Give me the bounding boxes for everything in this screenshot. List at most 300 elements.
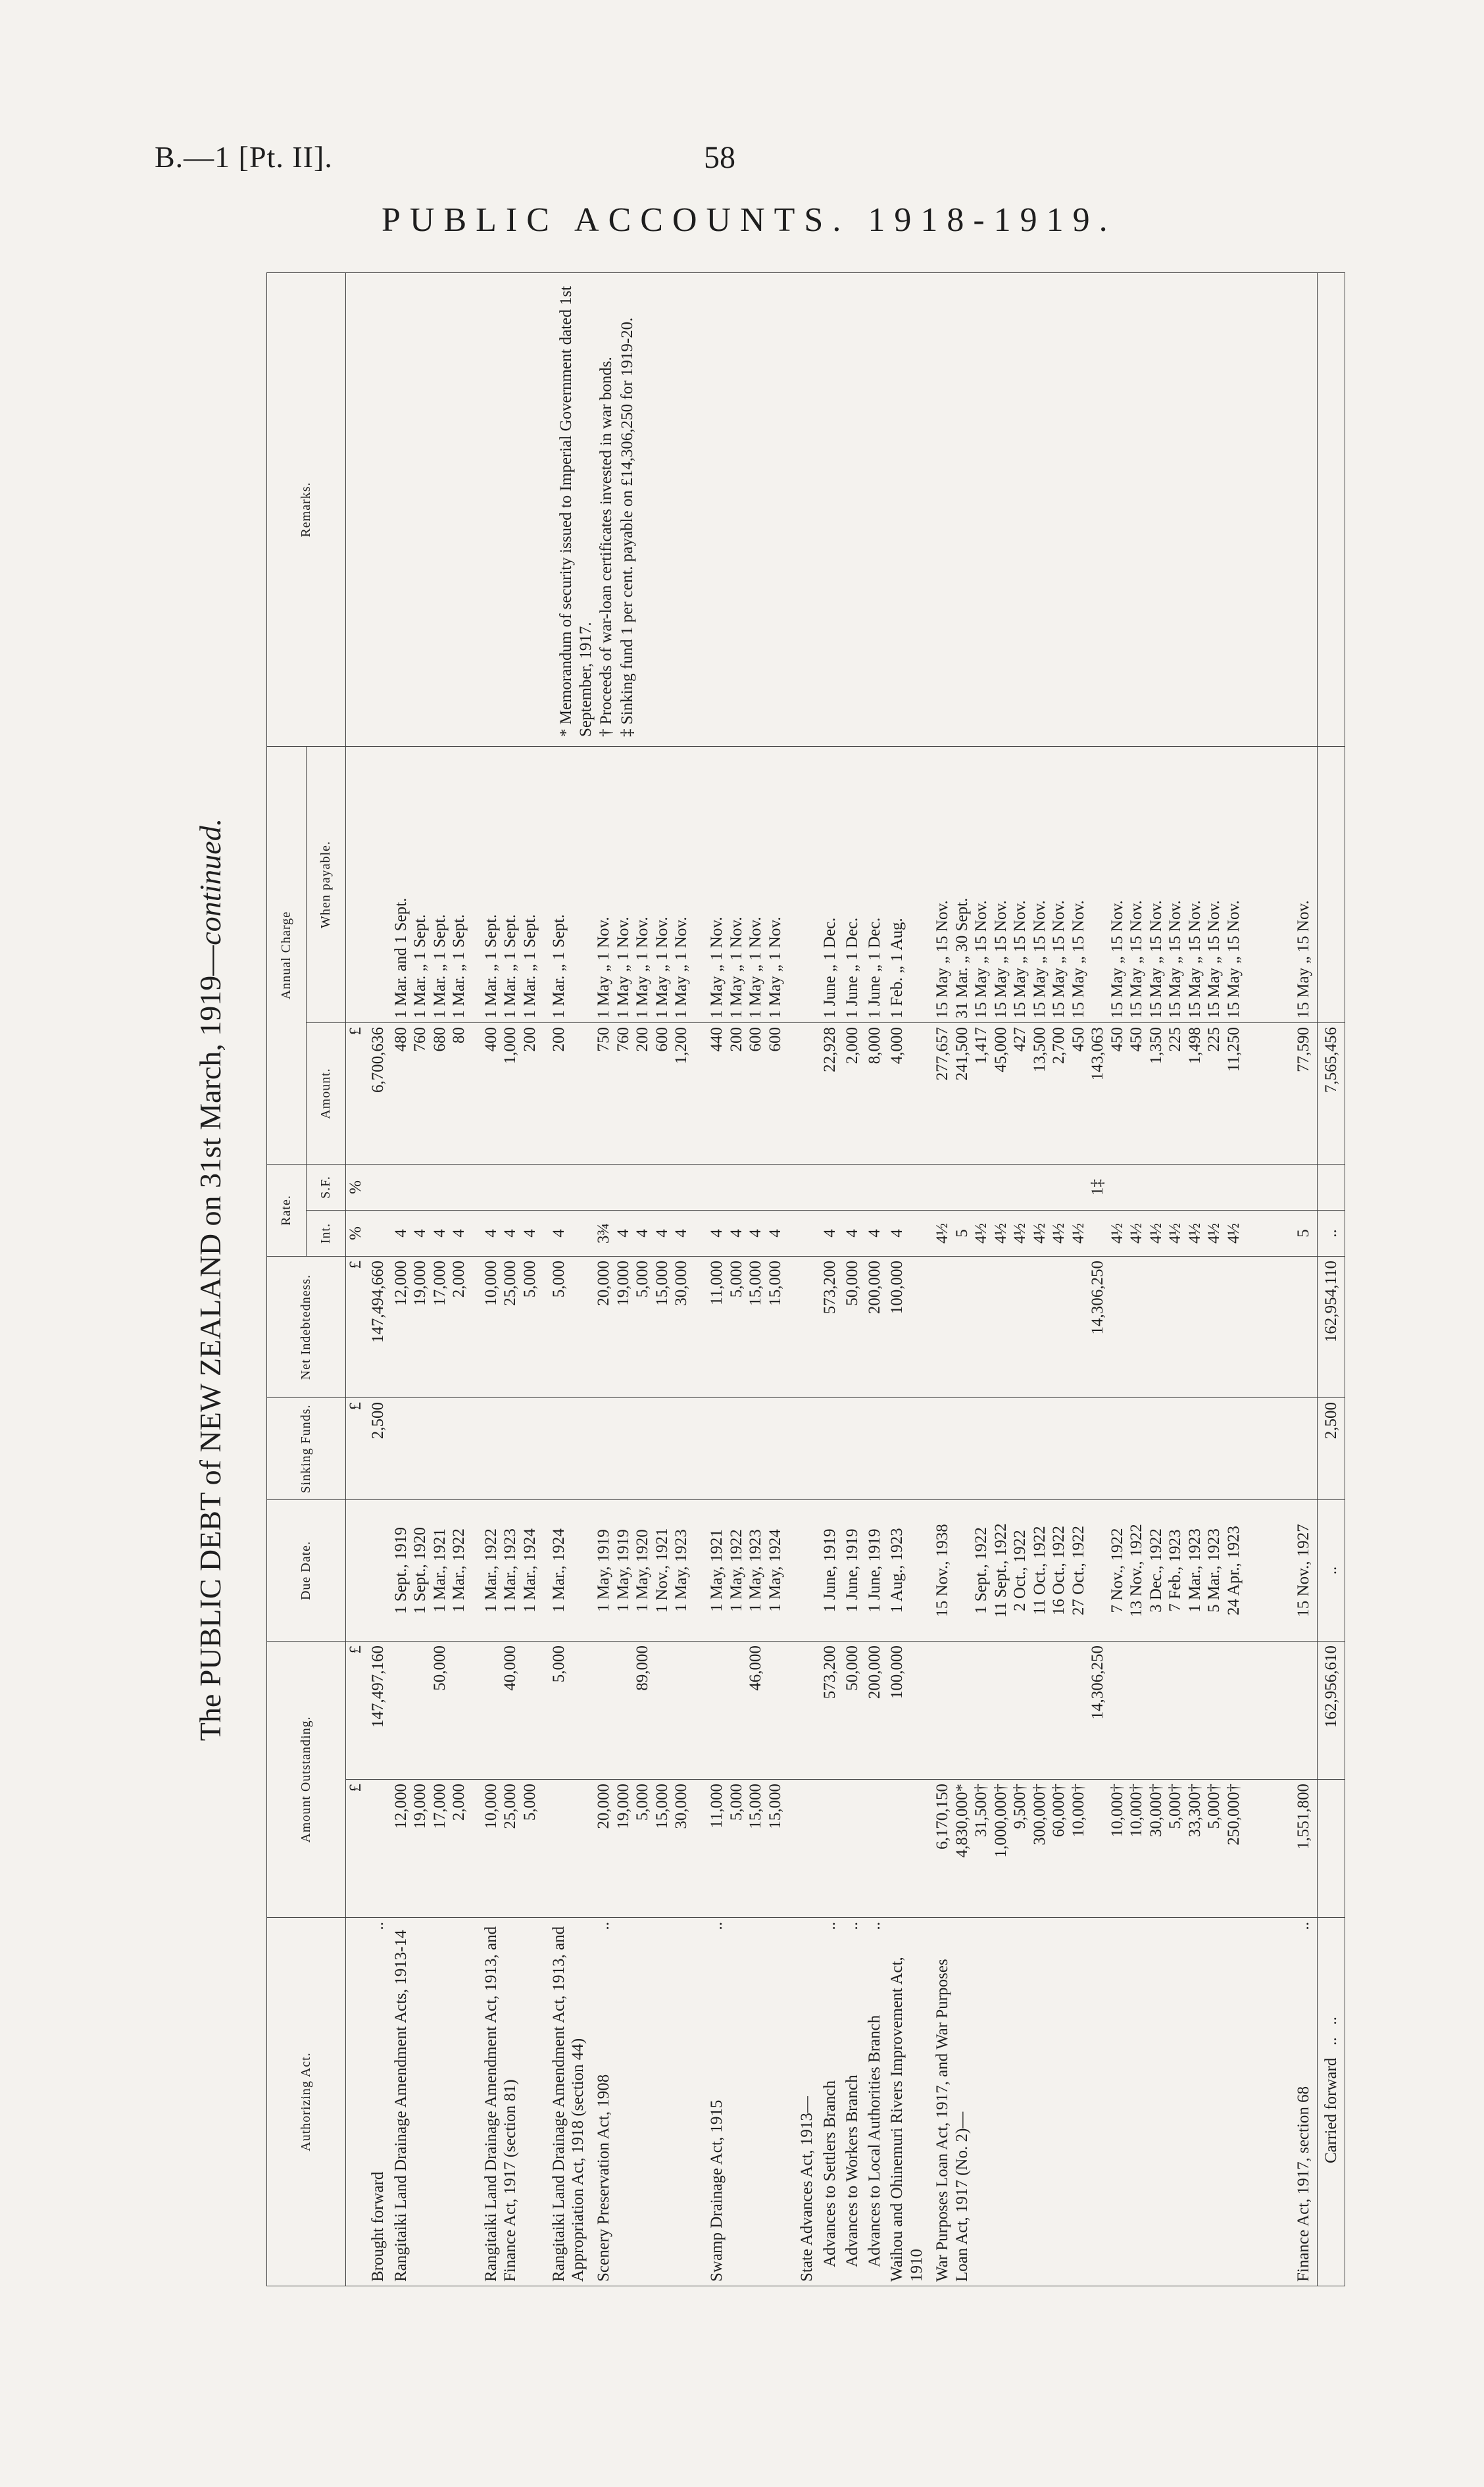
amount-outstanding-value: 20,000 [595,1784,613,1829]
when-payable-value: 1 May „ 1 Nov. [708,917,726,1018]
due-date-value [797,1504,817,1637]
net-indebtedness-value: 11,000 [708,1261,726,1305]
due-date-cell [797,1500,820,1642]
sinking-fund-rate-value [549,1168,569,1206]
carried-forward-annual: 7,565,456 [1317,1023,1345,1165]
amount-outstanding-value: 19,000 [614,1784,632,1829]
amount-outstanding-value: 10,000† [1127,1784,1146,1838]
interest-rate-cell [391,1211,482,1257]
amount-outstanding-value: 5,000† [1205,1784,1224,1829]
when-payable-value: 1 June „ 1 Dec. [866,917,884,1018]
when-payable-value: 1 May „ 1 Nov. [672,917,691,1018]
interest-rate-value: 4 [614,1229,632,1238]
amount-total-value [1294,1645,1314,1775]
sinking-fund-value [482,1402,501,1495]
amount-total-value: 40,000 [501,1645,520,1691]
carried-forward-row: Carried forward .. .. 162,956,610 .. 2,500 162,954,110 .. 7,565,456 [1317,273,1345,2286]
sinking-fund-rate-value [672,1168,691,1206]
authorizing-act-label: Scenery Preservation Act, 1908 [595,2074,613,2282]
authorizing-act-cell [549,1918,595,2286]
unit-sinking: £ [346,1398,369,1500]
annual-charge-value: 680 [430,1027,449,1052]
sinking-fund-value [1294,1402,1314,1495]
sinking-fund-rate-value [410,1168,430,1206]
interest-rate-value: 4 [672,1229,691,1238]
annual-charge-value: 1,350 [1147,1027,1165,1065]
sinking-fund-value [843,1402,862,1495]
leader-dots: .. [708,1922,726,1930]
amount-outstanding-value: 5,000 [727,1784,745,1821]
sinking-fund-rate-value [449,1168,469,1206]
net-indebtedness-value: 12,000 [391,1261,410,1306]
interest-rate-value: 4 [633,1229,652,1238]
remark-note: † Proceeds of war-loan certificates invested in war bonds. [597,357,615,737]
net-indebtedness-value: 100,000 [888,1261,906,1315]
due-date-value [1088,1504,1108,1637]
when-payable-cell [549,747,595,1023]
unit-sf: % [346,1165,369,1211]
interest-rate-value [368,1215,388,1252]
sinking-fund-value [707,1402,727,1495]
sinking-fund-cell [865,1398,887,1500]
annual-charge-value: 1,200 [672,1027,691,1065]
annual-charge-value: 6,700,636 [369,1027,387,1093]
due-date-value: 15 Nov., 1927 [1294,1524,1312,1617]
remark-note: ‡ Sinking fund 1 per cent. payable on £14,306,250 for 1919-20. [618,317,636,737]
due-date-value [368,1504,388,1637]
amount-total-cell [887,1642,933,1780]
amount-outstanding-cell [368,1780,391,1918]
interest-rate-value: 4½ [1224,1222,1243,1244]
page-title: PUBLIC ACCOUNTS. 1918-1919. [382,201,1117,239]
amount-total-value: 100,000 [888,1645,906,1699]
amount-outstanding-value [549,1784,569,1913]
when-payable-value: 1 Mar. „ 1 Sept. [549,914,568,1018]
annual-charge-value: 760 [411,1027,430,1052]
amount-total-cell [843,1642,865,1780]
amount-outstanding-cell [797,1780,820,1918]
annual-charge-value: 200 [549,1027,568,1052]
annual-charge-value: 277,657 [933,1027,952,1081]
when-payable-value: 15 May „ 15 Nov. [933,900,952,1018]
amount-outstanding-value: 33,300† [1185,1784,1204,1838]
sinking-fund-rate-value [797,1168,817,1206]
net-indebtedness-value: 15,000 [653,1261,671,1306]
amount-outstanding-value: 250,000† [1224,1784,1243,1846]
annual-charge-value: 1,498 [1185,1027,1204,1065]
amount-outstanding-value: 15,000 [747,1784,764,1829]
due-date-value: 1 Sept., 1919 [391,1527,410,1614]
interest-rate-cell [482,1211,549,1257]
amount-total-cell [482,1642,549,1780]
amount-total-value: 200,000 [866,1645,884,1699]
sinking-fund-rate-cell [865,1165,887,1211]
amount-total-cell [933,1642,1294,1780]
due-date-value: 1 Mar., 1924 [520,1528,539,1613]
due-date-value: 1 Nov., 1921 [653,1528,671,1613]
amount-total-cell [1294,1642,1316,1780]
remarks-cell [346,273,1318,747]
authorizing-act-cell [368,1918,391,2286]
due-date-value [952,1504,972,1637]
due-date-value: 1 Mar., 1924 [549,1528,568,1613]
unit-net: £ [346,1257,369,1398]
public-debt-table [266,272,1345,2286]
sinking-fund-rate-value [1294,1168,1314,1206]
amount-outstanding-value: 10,000† [1108,1784,1126,1838]
interest-rate-value: 4 [653,1229,671,1238]
amount-total-cell [594,1642,707,1780]
due-date-cell [594,1500,707,1642]
sinking-fund-rate-value [594,1168,614,1206]
sinking-fund-value [820,1402,840,1495]
due-date-value: 7 Feb., 1923 [1166,1529,1185,1612]
due-date-value: 13 Nov., 1922 [1127,1524,1146,1617]
amount-total-cell [368,1642,391,1780]
due-date-value: 1 May, 1922 [727,1529,745,1612]
due-date-cell [707,1500,797,1642]
col-header-int: Int. [307,1211,346,1257]
authorizing-act-label: Rangitaiki Land Drainage Amendment Acts, 1913-14 [391,1930,410,2282]
due-date-value: 7 Nov., 1922 [1108,1528,1126,1613]
col-header-amount: Amount Outstanding. [267,1642,346,1918]
annual-charge-cell [843,1023,865,1165]
sinking-fund-rate-cell [707,1165,797,1211]
sinking-fund-rate-value [887,1168,907,1206]
amount-outstanding-value: 9,500† [1011,1784,1029,1829]
due-date-cell [391,1500,482,1642]
authorizing-act-label: Advances to Workers Branch [843,2074,861,2267]
amount-outstanding-value: 1,000,000† [991,1784,1010,1858]
authorizing-act-label: War Purposes Loan Act, 1917, and War Purposes Loan Act, 1917 (No. 2)— [933,1959,971,2282]
net-indebtedness-cell [887,1257,933,1398]
annual-charge-cell [707,1023,797,1165]
interest-rate-value: 4½ [933,1222,952,1244]
amount-outstanding-value: 15,000 [653,1784,671,1829]
interest-rate-value: 4 [888,1229,906,1238]
when-payable-cell [391,747,482,1023]
when-payable-value: 15 May „ 15 Nov. [972,900,991,1018]
interest-rate-value: 4½ [1050,1222,1068,1244]
authorizing-act-label: Advances to Settlers Branch [820,2080,839,2267]
amount-outstanding-value: 30,000 [672,1784,691,1829]
col-header-sf: S.F. [307,1165,346,1211]
carried-forward-net: 162,954,110 [1317,1257,1345,1398]
due-date-value: 11 Oct., 1922 [1030,1526,1049,1615]
sinking-fund-rate-value [843,1168,862,1206]
amount-outstanding-value: 10,000 [482,1784,500,1829]
annual-charge-value: 480 [391,1027,410,1052]
annual-charge-value: 4,000 [888,1027,906,1065]
when-payable-value: 1 Mar. „ 1 Sept. [430,914,449,1018]
annual-charge-value [797,1027,817,1160]
annual-charge-value: 440 [708,1027,726,1052]
when-payable-value: 1 May „ 1 Nov. [747,917,764,1018]
amount-total-value: 14,306,250 [1089,1645,1107,1720]
net-indebtedness-cell [933,1257,1294,1398]
when-payable-cell [594,747,707,1023]
interest-rate-value: 4½ [1205,1222,1224,1244]
amount-outstanding-value: 60,000† [1050,1784,1068,1838]
amount-outstanding-value [865,1784,885,1913]
due-date-value: 1 Sept., 1920 [411,1527,430,1614]
amount-total-cell [797,1642,820,1780]
interest-rate-value: 3¾ [595,1222,613,1244]
amount-total-cell [391,1642,482,1780]
net-indebtedness-cell [797,1257,820,1398]
authorizing-act-cell [1294,1918,1316,2286]
net-indebtedness-cell [594,1257,707,1398]
sinking-fund-value: 2,500 [369,1402,387,1440]
net-indebtedness-value: 19,000 [614,1261,632,1306]
amount-outstanding-cell [482,1780,549,1918]
col-header-rate: Rate. [267,1165,307,1257]
sinking-fund-rate-cell [843,1165,865,1211]
authorizing-act-cell [594,1918,707,2286]
due-date-value: 1 May, 1924 [766,1529,784,1612]
remarks-list [556,277,637,737]
when-payable-value: 15 May „ 15 Nov. [1011,900,1029,1018]
authorizing-act-label: State Advances Act, 1913— [798,2096,816,2282]
page-number: 58 [704,140,735,175]
sinking-fund-rate-value [820,1168,840,1206]
when-payable-cell [865,747,887,1023]
amount-outstanding-cell [843,1780,865,1918]
sinking-fund-rate-value [430,1168,450,1206]
authorizing-act-label: Rangitaiki Land Drainage Amendment Act, 1913, and Finance Act, 1917 (section 81) [482,1926,520,2282]
amount-outstanding-value: 5,000† [1166,1784,1185,1829]
annual-charge-value: 200 [727,1027,745,1052]
annual-charge-value: 8,000 [866,1027,884,1065]
col-header-due: Due Date. [267,1500,346,1642]
table-title-suffix: continued. [193,818,227,945]
annual-charge-cell [549,1023,595,1165]
authorizing-act-cell [707,1918,797,2286]
interest-rate-cell [368,1211,391,1257]
annual-charge-value: 760 [614,1027,632,1052]
interest-rate-value: 4½ [972,1222,991,1244]
net-indebtedness-value: 5,000 [520,1261,539,1298]
when-payable-value: 1 Mar. „ 1 Sept. [411,914,430,1018]
due-date-value: 1 Sept., 1922 [972,1527,991,1614]
interest-rate-cell [797,1211,820,1257]
sinking-fund-rate-value [614,1168,633,1206]
due-date-value: 1 May, 1923 [672,1529,691,1612]
amount-outstanding-value [1088,1784,1108,1913]
when-payable-value: 15 May „ 15 Nov. [1224,900,1243,1018]
annual-charge-value: 241,500 [952,1027,971,1081]
interest-rate-cell [549,1211,595,1257]
sinking-fund-rate-cell [391,1165,482,1211]
annual-charge-value: 22,928 [820,1027,839,1072]
net-indebtedness-cell [368,1257,391,1398]
amount-outstanding-cell [865,1780,887,1918]
interest-rate-value: 5 [952,1229,971,1238]
when-payable-value: 15 May „ 15 Nov. [1294,900,1312,1018]
header-reference: B.—1 [Pt. II]. [155,140,333,174]
due-date-cell [1294,1500,1316,1642]
when-payable-value: 15 May „ 15 Nov. [1030,900,1049,1018]
carried-forward-amount: 162,956,610 [1317,1642,1345,1780]
net-indebtedness-cell [549,1257,595,1398]
table-body [346,273,1318,2286]
authorizing-act-label: Advances to Local Authorities Branch [866,2015,884,2267]
annual-charge-value: 400 [482,1027,500,1052]
annual-charge-value: 13,500 [1030,1027,1049,1072]
unit-annual: £ [346,1023,369,1165]
interest-rate-value: 4½ [1011,1222,1029,1244]
when-payable-value: 1 May „ 1 Nov. [727,917,745,1018]
sinking-fund-value [887,1402,907,1495]
net-indebtedness-value: 5,000 [633,1261,652,1298]
interest-rate-value: 4 [708,1229,726,1238]
interest-rate-value: 4½ [1166,1222,1185,1244]
leader-dots: .. [1294,1922,1312,1930]
amount-outstanding-value: 30,000† [1147,1784,1165,1838]
amount-total-cell [549,1642,595,1780]
net-indebtedness-value: 5,000 [549,1261,568,1298]
interest-rate-value: 4½ [1030,1222,1049,1244]
col-header-when-payable: When payable. [307,747,346,1023]
due-date-value: 24 Apr., 1923 [1224,1525,1243,1616]
when-payable-value: 1 May „ 1 Nov. [766,917,784,1018]
amount-total-value: 573,200 [820,1645,839,1699]
amount-outstanding-value: 1,551,800 [1294,1784,1312,1849]
annual-charge-value: 77,590 [1294,1027,1312,1072]
interest-rate-value: 4 [411,1229,430,1238]
amount-total-value [797,1645,817,1775]
due-date-value: 1 Mar., 1922 [482,1528,500,1613]
authorizing-act-cell [797,1918,820,2286]
amount-total-value: 50,000 [843,1645,861,1691]
sinking-fund-value [391,1402,411,1495]
annual-charge-value: 143,063 [1089,1027,1107,1081]
amount-outstanding-cell [820,1780,843,1918]
amount-outstanding-cell [391,1780,482,1918]
amount-outstanding-value: 19,000 [411,1784,430,1829]
amount-outstanding-value: 17,000 [430,1784,449,1829]
net-indebtedness-cell [1294,1257,1316,1398]
annual-charge-value: 600 [653,1027,671,1052]
interest-rate-value [1088,1215,1108,1252]
annual-charge-value: 600 [747,1027,764,1052]
annual-charge-value: 2,700 [1050,1027,1068,1065]
annual-charge-value: 45,000 [991,1027,1010,1072]
net-indebtedness-value: 5,000 [727,1261,745,1298]
when-payable-value: 15 May „ 15 Nov. [1166,900,1185,1018]
amount-outstanding-value: 5,000 [520,1784,539,1821]
net-indebtedness-value [797,1261,817,1394]
when-payable-value: 15 May „ 15 Nov. [1185,900,1204,1018]
net-indebtedness-value: 147,494,660 [369,1261,387,1343]
sinking-fund-value [594,1402,614,1495]
due-date-value: 1 May, 1920 [633,1529,652,1612]
sinking-fund-cell [797,1398,820,1500]
authorizing-act-label: Swamp Drainage Act, 1915 [708,2099,726,2282]
interest-rate-value: 4½ [1069,1222,1087,1244]
when-payable-cell [887,747,933,1023]
carried-forward-label: Carried forward [1322,2057,1340,2163]
annual-charge-cell [594,1023,707,1165]
amount-outstanding-value [368,1784,388,1913]
due-date-value: 15 Nov., 1938 [933,1524,952,1617]
due-date-value: 1 Mar., 1923 [1185,1528,1204,1613]
sinking-fund-cell [549,1398,595,1500]
when-payable-value: 1 Feb. „ 1 Aug. [888,918,906,1018]
due-date-value: 1 May, 1919 [595,1529,613,1612]
sinking-fund-cell [707,1398,797,1500]
sinking-fund-rate-cell [820,1165,843,1211]
amount-total-value: 46,000 [747,1645,764,1691]
net-indebtedness-value: 30,000 [672,1261,691,1306]
when-payable-value: 15 May „ 15 Nov. [991,900,1010,1018]
annual-charge-value: 1,000 [501,1027,520,1065]
when-payable-value: 1 May „ 1 Nov. [653,917,671,1018]
annual-charge-value: 80 [450,1027,468,1043]
annual-charge-value: 600 [766,1027,784,1052]
sinking-fund-rate-value [727,1168,747,1206]
authorizing-act-cell [843,1918,865,2286]
annual-charge-value: 450 [1069,1027,1087,1052]
interest-rate-value: 5 [1294,1229,1312,1238]
when-payable-value: 1 Mar. and 1 Sept. [391,897,410,1018]
net-indebtedness-value: 25,000 [501,1261,520,1306]
sinking-fund-rate-value [633,1168,653,1206]
when-payable-cell [933,747,1294,1023]
sinking-fund-rate-cell [368,1165,391,1211]
due-date-value: 2 Oct., 1922 [1011,1530,1029,1611]
due-date-value: 11 Sept., 1922 [991,1523,1010,1618]
amount-total-value: 89,000 [633,1645,652,1691]
interest-rate-value: 4½ [991,1222,1010,1244]
annual-charge-cell [391,1023,482,1165]
when-payable-value: 15 May „ 15 Nov. [1069,900,1087,1018]
sinking-fund-cell [933,1398,1294,1500]
when-payable-value: 1 May „ 1 Nov. [595,917,613,1018]
interest-rate-value: 4 [820,1229,839,1238]
net-indebtedness-value: 15,000 [747,1261,764,1306]
interest-rate-value: 4 [866,1229,884,1238]
interest-rate-value: 4 [482,1229,500,1238]
due-date-value: 5 Mar., 1923 [1205,1528,1224,1613]
due-date-value: 1 Mar., 1923 [501,1528,520,1613]
annual-charge-value: 450 [1127,1027,1146,1052]
amount-outstanding-value: 15,000 [766,1784,784,1829]
annual-charge-cell [482,1023,549,1165]
when-payable-value: 1 May „ 1 Nov. [633,917,652,1018]
when-payable-value [368,751,388,1018]
net-indebtedness-value [1294,1261,1314,1394]
units-row [346,273,369,2286]
sinking-fund-rate-value [391,1168,411,1206]
leader-dots: .. [843,1922,861,1930]
authorizing-act-label: Rangitaiki Land Drainage Amendment Act, 1913, and Appropriation Act, 1918 (section 44) [549,1926,587,2282]
amount-total-value: 5,000 [549,1645,568,1683]
amount-outstanding-value: 2,000 [450,1784,468,1821]
when-payable-value: 15 May „ 15 Nov. [1147,900,1165,1018]
interest-rate-value: 4 [747,1229,764,1238]
when-payable-value [797,751,817,1018]
sinking-fund-cell [594,1398,707,1500]
col-header-act: Authorizing Act. [267,1918,346,2286]
sinking-fund-rate-value: 1‡ [1089,1179,1107,1195]
amount-outstanding-value: 31,500† [972,1784,991,1838]
when-payable-cell [368,747,391,1023]
annual-charge-value: 750 [595,1027,613,1052]
authorizing-act-cell [820,1918,843,2286]
sinking-fund-value [549,1402,569,1495]
interest-rate-value: 4½ [1108,1222,1126,1244]
